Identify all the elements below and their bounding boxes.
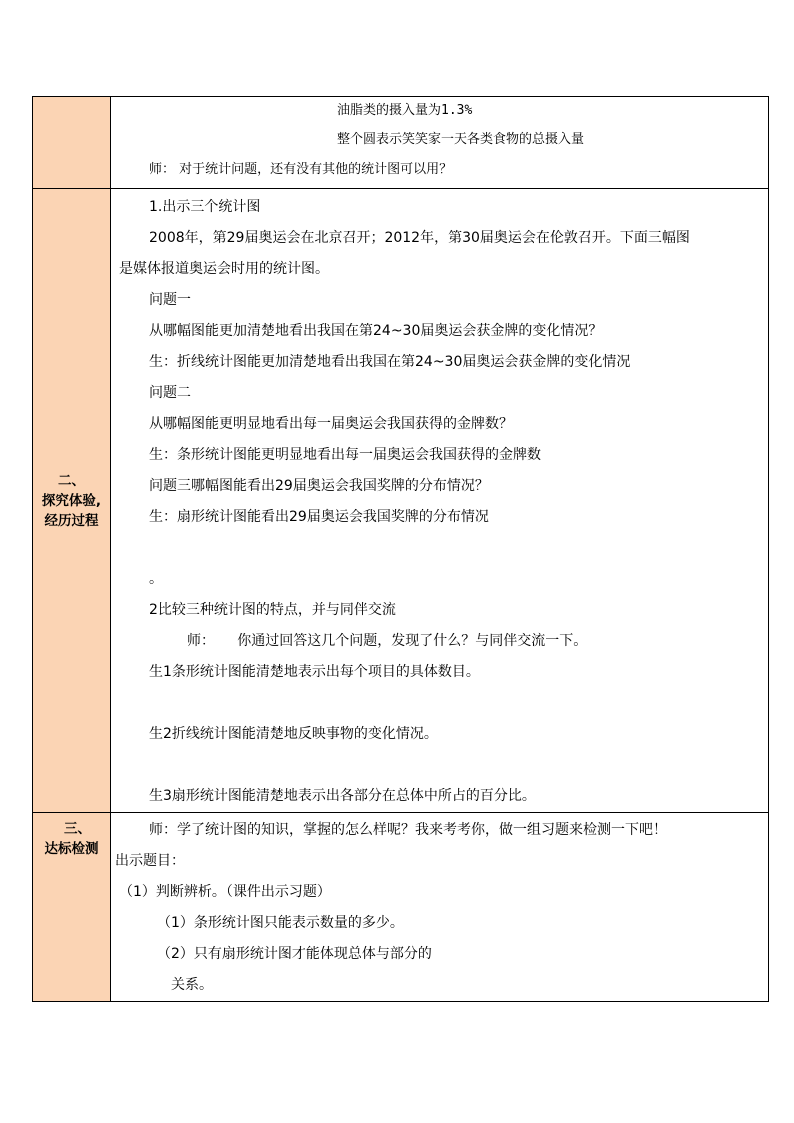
text-line: 生：扇形统计图能看出29届奥运会我国奖牌的分布情况 (149, 509, 489, 525)
text-line: 生1条形统计图能清楚地表示出每个项目的具体数目。 (149, 664, 480, 680)
content-cell (111, 189, 769, 813)
text-line: 是媒体报道奥运会时用的统计图。 (119, 261, 329, 277)
section-label-cell (33, 97, 111, 189)
text-line: 油脂类的摄入量为1.3% (337, 103, 473, 118)
section-title: 达标检测 (44, 841, 99, 857)
text-line: （2）只有扇形统计图才能体现总体与部分的 (157, 946, 432, 962)
text-line: 生3扇形统计图能清楚地表示出各部分在总体中所占的百分比。 (149, 788, 536, 804)
section-number: 三、 (64, 821, 91, 837)
text-line: 整个圆表示笑笑家一天各类食物的总摄入量 (337, 132, 585, 147)
section-title: 经历过程 (44, 512, 99, 529)
table-row (33, 97, 769, 189)
text-line: 问题三哪幅图能看出29届奥运会我国奖牌的分布情况？ (149, 478, 489, 494)
text-line: 生：条形统计图能更明显地看出每一届奥运会我国获得的金牌数 (149, 447, 541, 463)
text-line: 问题二 (149, 385, 191, 401)
text-line: 1.出示三个统计图 (149, 199, 261, 215)
text-line: （1）判断辨析。（课件出示习题） (119, 884, 331, 900)
blank-line (111, 533, 768, 564)
text-line: 出示题目： (115, 853, 185, 869)
section-title: 探究体验, (41, 492, 102, 509)
text-line: 。 (149, 571, 163, 587)
text-line: 从哪幅图能更加清楚地看出我国在第24~30届奥运会获金牌的变化情况？ (149, 323, 603, 339)
lesson-plan-table (32, 96, 769, 1002)
section-label-cell (33, 813, 111, 1002)
text-line: 问题一 (149, 292, 191, 308)
text-line: 生：折线统计图能更加清楚地看出我国在第24~30届奥运会获金牌的变化情况 (149, 354, 631, 370)
content-cell (111, 97, 769, 189)
blank-line (111, 750, 768, 781)
text-line: 2008年，第29届奥运会在北京召开；2012年，第30届奥运会在伦敦召开。下面三幅图 (149, 230, 690, 246)
text-line: 关系。 (171, 977, 213, 993)
section-label-cell (33, 189, 111, 813)
content-cell (111, 813, 769, 1002)
table-row (33, 813, 769, 1002)
table-row (33, 189, 769, 813)
text-line: 生2折线统计图能清楚地反映事物的变化情况。 (149, 726, 438, 742)
text-line: 师： 你通过回答这几个问题，发现了什么？与同伴交流一下。 (187, 633, 588, 649)
text-line: （1）条形统计图只能表示数量的多少。 (157, 915, 404, 931)
blank-line (111, 688, 768, 719)
text-line: 从哪幅图能更明显地看出每一届奥运会我国获得的金牌数？ (149, 416, 513, 432)
text-line: 2比较三种统计图的特点，并与同伴交流 (149, 602, 396, 618)
text-line: 师：学了统计图的知识，掌握的怎么样呢？我来考考你，做一组习题来检测一下吧！ (149, 822, 667, 838)
section-number: 二、 (58, 472, 85, 489)
text-line: 师： 对于统计问题，还有没有其他的统计图可以用？ (149, 162, 453, 177)
